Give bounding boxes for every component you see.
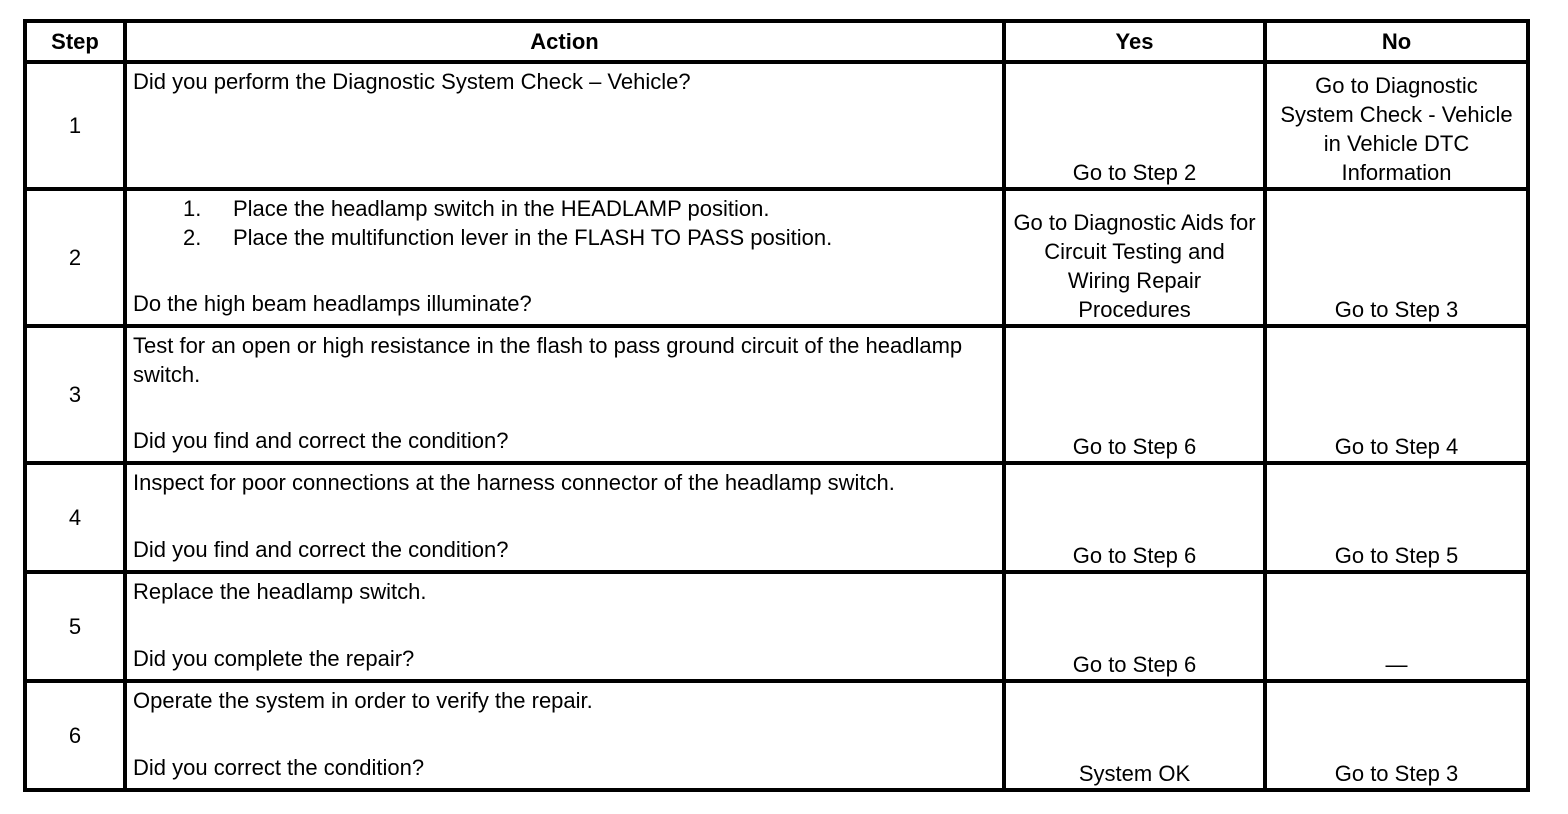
list-item-text: Place the headlamp switch in the HEADLAMP position. [233, 196, 770, 221]
table-row [25, 681, 1528, 790]
action-question: Did you find and correct the condition? [133, 537, 509, 562]
no-cell: Go to Step 3 [1265, 189, 1528, 326]
action-instruction: Operate the system in order to verify the repair. [133, 688, 593, 713]
no-cell [1265, 62, 1528, 189]
action-cell [125, 681, 1004, 790]
table-row [25, 62, 1528, 189]
table-row [25, 463, 1528, 572]
step-number: 5 [25, 572, 125, 681]
table-row [25, 189, 1528, 326]
table-row [25, 572, 1528, 681]
action-question: Did you find and correct the condition? [133, 428, 509, 453]
yes-cell: Go to Step 6 [1004, 326, 1265, 463]
action-cell [125, 189, 1004, 326]
action-steps-list [133, 194, 996, 252]
action-question: Did you correct the condition? [133, 755, 425, 780]
action-question: Do the high beam headlamps illuminate? [133, 291, 532, 316]
yes-cell: Go to Step 6 [1004, 572, 1265, 681]
step-number: 4 [25, 463, 125, 572]
diagnostic-table [23, 19, 1530, 792]
no-cell: — [1265, 572, 1528, 681]
list-item-number: 2. [183, 225, 202, 250]
action-question: Did you complete the repair? [133, 646, 415, 671]
header-yes: Yes [1004, 21, 1265, 62]
no-text: Go to Diagnostic System Check - Vehicle in Vehicle DTC Information [1280, 73, 1513, 185]
action-instruction: Test for an open or high resistance in the flash to pass ground circuit of the headlamp switch. [133, 333, 963, 387]
step-number: 2 [25, 189, 125, 326]
header-row [25, 21, 1528, 62]
action-cell [125, 572, 1004, 681]
no-cell: Go to Step 5 [1265, 463, 1528, 572]
action-cell [125, 326, 1004, 463]
no-cell: Go to Step 3 [1265, 681, 1528, 790]
header-step: Step [25, 21, 125, 62]
table-row [25, 326, 1528, 463]
step-number: 6 [25, 681, 125, 790]
no-cell: Go to Step 4 [1265, 326, 1528, 463]
step-number: 3 [25, 326, 125, 463]
yes-cell: System OK [1004, 681, 1265, 790]
step-number: 1 [25, 62, 125, 189]
header-action: Action [125, 21, 1004, 62]
yes-text: Go to Diagnostic Aids for Circuit Testing and Wiring Repair Procedures [1013, 210, 1256, 322]
yes-cell: Go to Step 6 [1004, 463, 1265, 572]
action-cell [125, 62, 1004, 189]
list-item-text: Place the multifunction lever in the FLASH TO PASS position. [233, 225, 833, 250]
yes-cell [1004, 189, 1265, 326]
action-cell [125, 463, 1004, 572]
action-instruction: Did you perform the Diagnostic System Check – Vehicle? [133, 69, 691, 94]
list-item [183, 194, 996, 223]
list-item [183, 223, 996, 252]
list-item-number: 1. [183, 196, 202, 221]
action-instruction: Replace the headlamp switch. [133, 579, 427, 604]
header-no: No [1265, 21, 1528, 62]
action-instruction: Inspect for poor connections at the harness connector of the headlamp switch. [133, 470, 895, 495]
yes-cell: Go to Step 2 [1004, 62, 1265, 189]
